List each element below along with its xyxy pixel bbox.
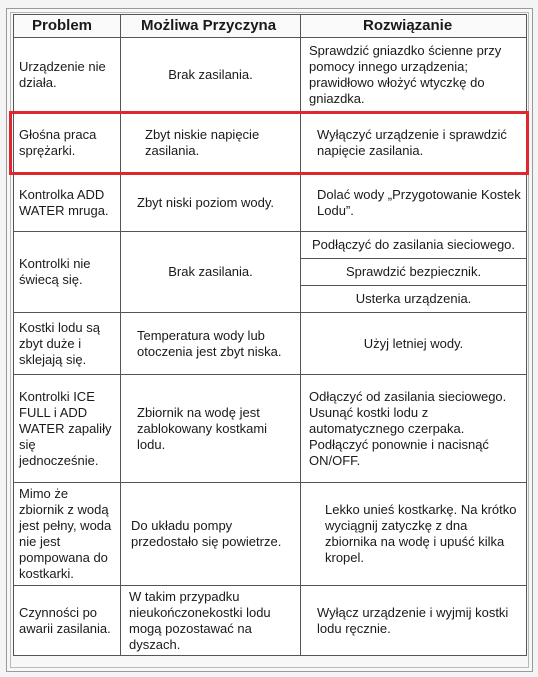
cause-cell: Brak zasilania. — [121, 38, 301, 113]
solution-cell: Lekko unieś kostkarkę. Na krótko wyciągnij zatyczkę z dna zbiornika na wodę i upuść kilka kropel. — [301, 483, 527, 586]
table-row — [14, 174, 527, 232]
solution-cell: Sprawdzić gniazdko ścienne przy pomocy innego urządzenia; prawidłowo włożyć wtyczkę do gniazdka. — [301, 38, 527, 113]
cause-cell: Temperatura wody lub otoczenia jest zbyt niska. — [121, 313, 301, 375]
cause-cell: Zbiornik na wodę jest zablokowany kostkami lodu. — [121, 375, 301, 483]
cause-cell: Brak zasilania. — [121, 232, 301, 313]
table-row — [14, 483, 527, 586]
solution-cell: Wyłącz urządzenie i wyjmij kostki lodu ręcznie. — [301, 586, 527, 656]
table-row — [14, 113, 527, 174]
table-row — [14, 586, 527, 656]
problem-cell: Kostki lodu są zbyt duże i sklejają się. — [14, 313, 121, 375]
solution-cell: Usterka urządzenia. — [301, 286, 527, 313]
solution-cell: Odłączyć od zasilania sieciowego. Usunąć kostki lodu z automatycznego czerpaka. Podłączyć ponownie i nacisnąć ON/OFF. — [301, 375, 527, 483]
table-row — [14, 375, 527, 483]
problem-cell: Głośna praca sprężarki. — [14, 113, 121, 174]
problem-cell: Czynności po awarii zasilania. — [14, 586, 121, 656]
cause-cell: Do układu pompy przedostało się powietrze. — [121, 483, 301, 586]
solution-cell: Sprawdzić bezpiecznik. — [301, 259, 527, 286]
header-solution: Rozwiązanie — [301, 15, 527, 38]
problem-cell: Kontrolki nie świecą się. — [14, 232, 121, 313]
table-row — [14, 313, 527, 375]
table-row — [14, 38, 527, 113]
problem-cell: Kontrolka ADD WATER mruga. — [14, 174, 121, 232]
solution-cell: Wyłączyć urządzenie i sprawdzić napięcie zasilania. — [301, 113, 527, 174]
table-header-row — [14, 15, 527, 38]
header-cause: Możliwa Przyczyna — [121, 15, 301, 38]
cause-cell: W takim przypadku nieukończonekostki lodu mogą pozostawać na dyszach. — [121, 586, 301, 656]
problem-cell: Mimo że zbiornik z wodą jest pełny, woda nie jest pompowana do kostkarki. — [14, 483, 121, 586]
header-problem: Problem — [14, 15, 121, 38]
problem-cell: Kontrolki ICE FULL i ADD WATER zapaliły się jednocześnie. — [14, 375, 121, 483]
cause-cell: Zbyt niskie napięcie zasilania. — [121, 113, 301, 174]
table-row — [14, 232, 527, 259]
solution-cell: Dolać wody „Przygotowanie Kostek Lodu”. — [301, 174, 527, 232]
solution-cell: Podłączyć do zasilania sieciowego. — [301, 232, 527, 259]
solution-cell: Użyj letniej wody. — [301, 313, 527, 375]
troubleshooting-table — [13, 14, 527, 656]
cause-cell: Zbyt niski poziom wody. — [121, 174, 301, 232]
problem-cell: Urządzenie nie działa. — [14, 38, 121, 113]
